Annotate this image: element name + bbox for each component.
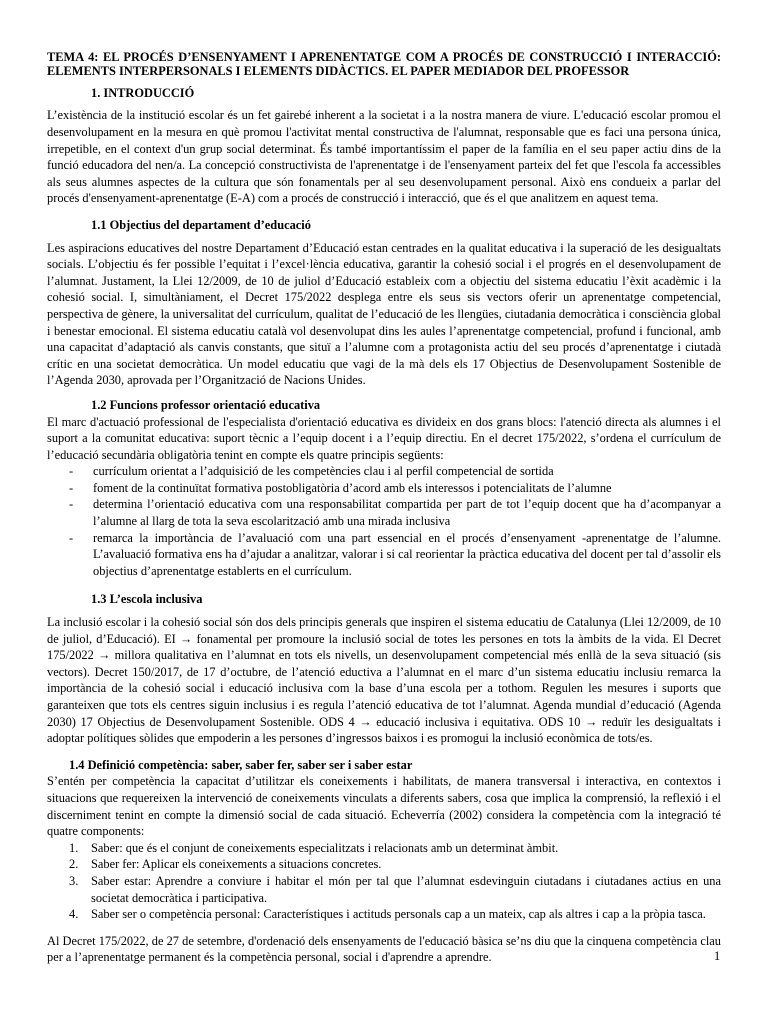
section-1-4-heading: 1.4 Definició competència: saber, saber fer, saber ser i saber estar <box>69 757 413 772</box>
list-item: 3. Saber estar: Aprendre a conviure i habitar el món per tal que l’alumnat esdevinguin ciutadans i ciutadanes actius en una societat democràtica i participativa. <box>69 873 721 905</box>
section-1-4-paragraph: S’entén per competència la capacitat d’utilitzar els coneixements i habilitats, de manera transversal i interactiva, en contextos i situacions que requereixen la intervenció de coneixements vinculats a diferents sabers, cosa que implica la comprensió, la reflexió i el discerniment tenint en compte la dimensió social de cada situació. Echeverría (2002) considera la competència com la integració té quatre components: <box>47 774 721 839</box>
section-1-3-paragraph: La inclusió escolar i la cohesió social són dos dels principis generals que inspiren el sistema educatiu de Catalunya (Llei 12/2009, de 10 de juliol, d’Educació). EI → fonamental per promoure la inclusió social de totes les persones en tots la àmbits de la vida. El Decret 175/2022 → millora qualitativa en l’alumnat en tots els nivells, un desenvolupament competencial més enllà de la seva situació (sis vectors). Decret 150/2017, de 17 d’octubre, de l’atenció eductiva a l’alumnat en el marc d’un sistema educatiu inclusiu remarca la importància de la cohesió social i educació inclusiva com la base d’una escola per a tothom. Regulen les mesures i suports que garanteixen que tots els centres siguin inclusius i es regula l’atenció educativa de tot l’alumnat. Agenda mundial d’educació (Agenda 2030) 17 Objectius de Desenvolupament Sostenible. ODS 4 → educació inclusiva i equitativa. ODS 10 → reduïr les desigualtats i adoptar polítiques sòlides que empoderin a les persones d’ingressos baixos i es promogui la inclusió econòmica de tots/es. <box>47 615 721 746</box>
dash-bullet: - <box>69 464 74 479</box>
section-1-1-heading: 1.1 Objectius del departament d’educació <box>91 217 311 232</box>
section-1-paragraph: L’existència de la institució escolar és un fet gairebé inherent a la societat i a la nostra manera de viure. L'educació escolar promou el desenvolupament en la mesura en què promou l'activitat mental constructiva de l'alumnat, responsable que es faci una persona única, irrepetible, en el context d'un grup social determinat. És també importantíssim el paper de la família en el seu paper actiu dins de la funció educadora del nen/a. La concepció constructivista de l'aprenentatge i de l'ensenyament parteix del fet que l'escola fa accessibles als seus alumnes aspectes de la cultura que són fonamentals per al seu desenvolupament personal. Això ens condueix a parlar del procés d'ensenyament-aprenentatge (E-A) com a procés de construcció i interacció, que és el que analitzem en aquest tema. <box>47 108 721 206</box>
list-item: - foment de la continuïtat formativa postobligatòria d’acord amb els interessos i potencialitats de l’alumne <box>69 480 612 495</box>
list-item: 2. Saber fer: Aplicar els coneixements a situacions concretes. <box>69 857 382 872</box>
list-item: - determina l’orientació educativa com una responsabilitat compartida per part de tot l’equip docent que ha d’acompanyar a l’alumne al llarg de tota la seva escolarització amb una mirada inclusiva <box>69 497 721 529</box>
list-item: - currículum orientat a l’adquisició de les competències clau i al perfil competencial de sortida <box>69 464 554 479</box>
competence-components-list <box>47 840 721 923</box>
closing-paragraph: Al Decret 175/2022, de 27 de setembre, d'ordenació dels ensenyaments de l'educació bàsica se’ns diu que la cinquena competència clau per a l’aprenentatge permanent és la competència personal, social i d'aprendre a aprendre. <box>47 933 721 965</box>
dash-bullet: - <box>69 480 74 495</box>
list-item: - remarca la importància de l’avaluació com una part essencial en el procés d’ensenyament -aprenentatge de l’alumne. L’avaluació formativa ens ha d’ajudar a analitzar, valorar i si cal reorientar la pràctica educativa del docent per tal d’assolir els objectius d’aprenentatge establerts en el currículum. <box>69 530 721 578</box>
section-1-3-heading: 1.3 L’escola inclusiva <box>91 592 203 607</box>
document-body <box>47 50 721 966</box>
list-item: 1. Saber: que és el conjunt de coneixements especialitzats i relacionats amb un determinat àmbit. <box>69 840 559 855</box>
dash-bullet: - <box>69 530 74 545</box>
section-1-heading: 1. INTRODUCCIÓ <box>91 85 195 100</box>
page-number: 1 <box>714 949 721 963</box>
section-1-2-heading: 1.2 Funcions professor orientació educativa <box>91 397 321 412</box>
dash-bullet: - <box>69 497 74 512</box>
list-item: 4. Saber ser o competència personal: Característiques i actituds personals cap a un mateix, cap als altres i cap a la pròpia tasca. <box>69 907 706 922</box>
principles-list <box>47 463 721 579</box>
section-1-1-paragraph: Les aspiracions educatives del nostre Departament d’Educació estan centrades en la qualitat educativa i la superació de les desigualtats socials. L’objectiu és fer possible l’equitat i l’excel·lència educativa, garantir la cohesió social i el progrés en el desenvolupament de l’alumnat. Justament, la Llei 12/2009, de 10 de juliol d’Educació estableix com a objectiu del sistema educatiu l’èxit acadèmic i la cohesió social. I, simultàniament, el Decret 175/2022 desplega entre els seus sis vectors oferir un aprenentatge competencial, perspectiva de gènere, la universalitat del currículum, qualitat de l’educació de les llengües, ciutadania democràtica i consciència global i benestar emocional. El sistema educatiu català vol desenvolupat dins les aules l’aprenentatge competencial, profund i funcional, amb una capacitat d’adaptació als canvis constants, que situï a l’alumne com a protagonista actiu del seu procés d’aprenentatge i ciutadà crític en una societat democràtica. Un model educatiu que vagi de la mà dels els 17 Objectius de Desenvolupament Sostenible de l’Agenda 2030, aprovada per l’Organització de Nacions Unides. <box>47 240 721 388</box>
section-1-2-paragraph: El marc d'actuació professional de l'especialista d'orientació educativa es divideix en dos grans blocs: l'atenció directa als alumnes i el suport a la comunitat educativa: suport tècnic a l’equip docent i a l’equip directiu. En el decret 175/2022, s’ordena el currículum de l’educació secundària obligatòria tenint en compte els quatre principis següents: <box>47 414 721 462</box>
document-title: TEMA 4: EL PROCÉS D’ENSENYAMENT I APRENENTATGE COM A PROCÉS DE CONSTRUCCIÓ I INTERACCIÓ: ELEMENTS INTERPERSONALS I ELEMENTS DIDÀCTICS. EL PAPER MEDIADOR DEL PROFESSOR <box>47 50 721 79</box>
